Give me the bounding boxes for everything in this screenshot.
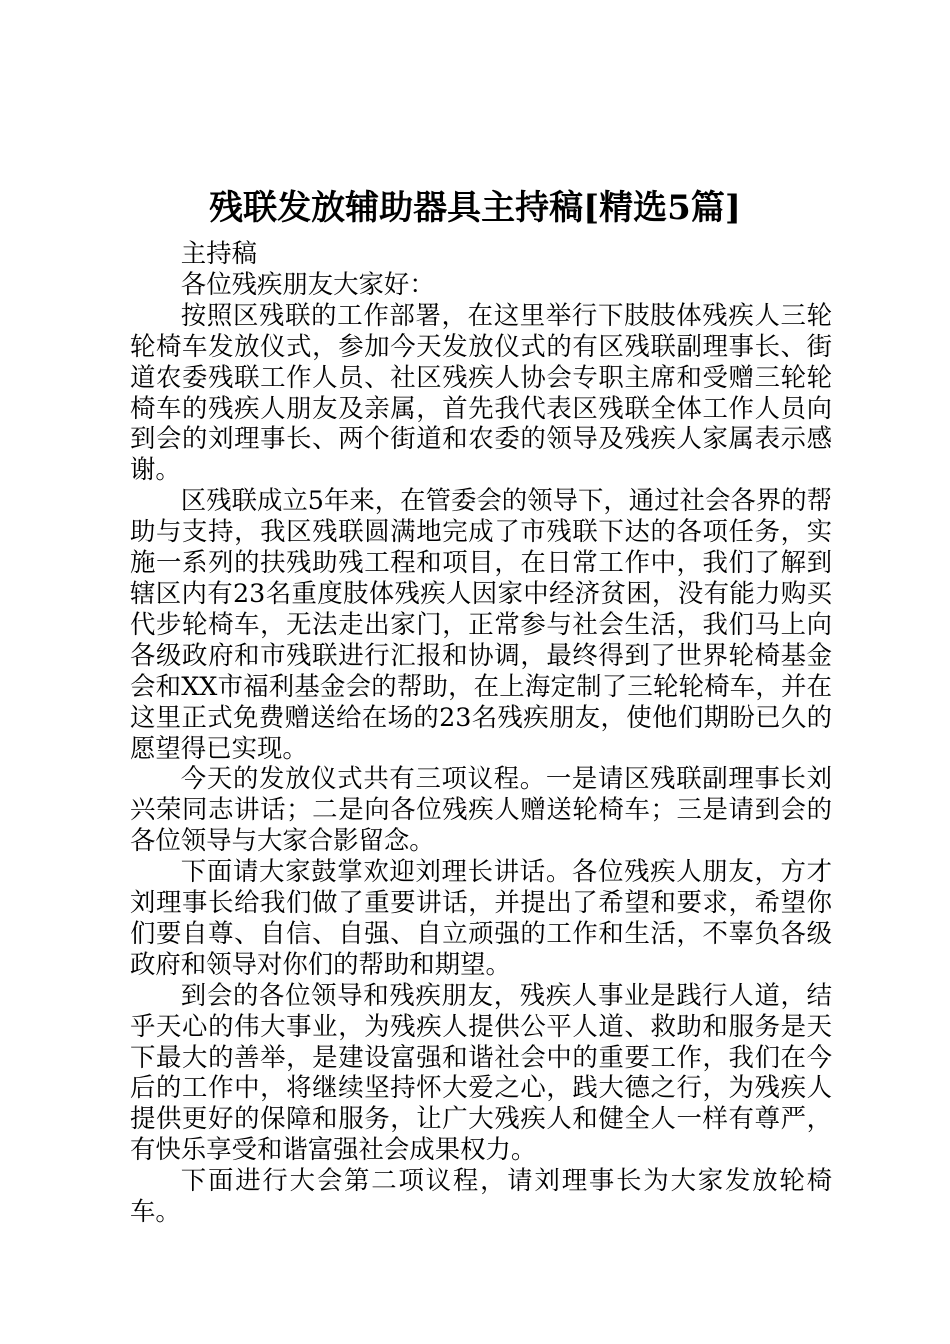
document-body [130,238,832,1227]
paragraph: 按照区残联的工作部署，在这里举行下肢肢体残疾人三轮轮椅车发放仪式，参加今天发放仪式的有区残联副理事长、街道农委残联工作人员、社区残疾人协会专职主席和受赠三轮轮椅车的残疾人朋友及亲属，首先我代表区残联全体工作人员向到会的刘理事长、两个街道和农委的领导及残疾人家属表示感谢。 [130,299,832,485]
paragraph: 今天的发放仪式共有三项议程。一是请区残联副理事长刘兴荣同志讲话；二是向各位残疾人赠送轮椅车；三是请到会的各位领导与大家合影留念。 [130,763,832,856]
paragraph: 到会的各位领导和残疾朋友，残疾人事业是践行人道，结乎天心的伟大事业，为残疾人提供公平人道、救助和服务是天下最大的善举，是建设富强和谐社会中的重要工作，我们在今后的工作中，将继续坚持怀大爱之心，践大德之行，为残疾人提供更好的保障和服务，让广大残疾人和健全人一样有尊严，有快乐享受和谐富强社会成果权力。 [130,979,832,1165]
paragraph: 下面请大家鼓掌欢迎刘理长讲话。各位残疾人朋友，方才刘理事长给我们做了重要讲话，并提出了希望和要求，希望你们要自尊、自信、自强、自立顽强的工作和生活，不辜负各级政府和领导对你们的帮助和期望。 [130,856,832,979]
paragraph: 各位残疾朋友大家好： [180,268,435,299]
paragraph: 主持稿 [180,238,257,268]
document-title: 残联发放辅助器具主持稿[精选5篇] [209,188,741,228]
paragraph: 区残联成立5年来，在管委会的领导下，通过社会各界的帮助与支持，我区残联圆满地完成了市残联下达的各项任务，实施一系列的扶残助残工程和项目，在日常工作中，我们了解到辖区内有23名重度肢体残疾人因家中经济贫困，没有能力购买代步轮椅车，无法走出家门，正常参与社会生活，我们马上向各级政府和市残联进行汇报和协调，最终得到了世界轮椅基金会和XX市福利基金会的帮助，在上海定制了三轮轮椅车，并在这里正式免费赠送给在场的23名残疾朋友，使他们期盼已久的愿望得已实现。 [130,485,832,763]
paragraph: 下面进行大会第二项议程，请刘理事长为大家发放轮椅车。 [130,1165,832,1227]
